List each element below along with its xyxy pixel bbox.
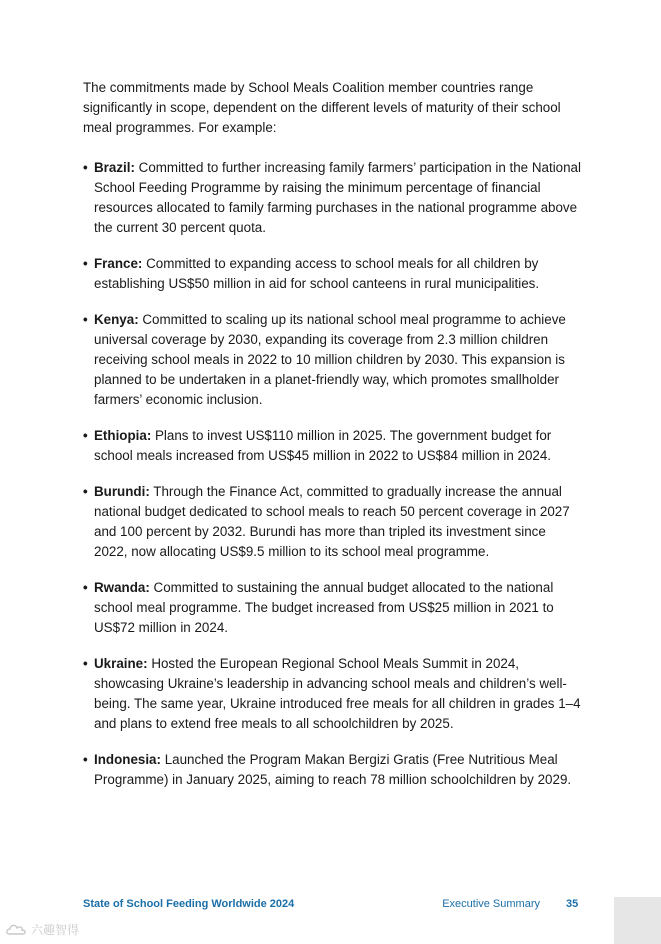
- bullet-dot: •: [83, 752, 88, 767]
- bullet-dot: •: [83, 160, 88, 175]
- country-name: Indonesia:: [94, 752, 161, 767]
- commitment-text: Committed to further increasing family farmers’ participation in the National School Feeding Programme by raising the minimum percentage of financial resources allocated to family farming purchases in the national programme above the current 30 percent quota.: [94, 160, 581, 235]
- commitment-text: Through the Finance Act, committed to gradually increase the annual national budget dedicated to school meals to reach 50 percent coverage in 2027 and 100 percent by 2032. Burundi has more than tripled its investment since 2022, now allocating US$9.5 million to its school meal programme.: [94, 484, 570, 559]
- country-name: Burundi:: [94, 484, 150, 499]
- bullet-dot: •: [83, 484, 88, 499]
- commitment-text: Committed to sustaining the annual budget allocated to the national school meal programme. The budget increased from US$25 million in 2021 to US$72 million in 2024.: [94, 580, 554, 635]
- bullet-dot: •: [83, 656, 88, 671]
- watermark: [6, 921, 79, 939]
- list-item: [83, 750, 583, 790]
- page-footer: [0, 896, 661, 912]
- country-name: Ukraine:: [94, 656, 148, 671]
- intro-paragraph: The commitments made by School Meals Coalition member countries range significantly in scope, dependent on the different levels of maturity of their school meal programmes. For example:: [83, 80, 561, 135]
- country-name: France:: [94, 256, 143, 271]
- page-number: 35: [566, 898, 579, 910]
- bullet-dot: •: [83, 312, 88, 327]
- watermark-text: 六趣智得: [31, 923, 80, 937]
- list-item: [83, 426, 583, 466]
- footer-section-name: Executive Summary: [442, 898, 540, 910]
- commitments-list: [83, 158, 583, 806]
- footer-report-title: State of School Feeding Worldwide 2024: [83, 898, 295, 910]
- list-item: [83, 254, 583, 294]
- corner-tab: [614, 897, 661, 944]
- country-name: Kenya:: [94, 312, 139, 327]
- list-item: [83, 578, 583, 638]
- commitment-text: Launched the Program Makan Bergizi Gratis (Free Nutritious Meal Programme) in January 2025, aiming to reach 78 million schoolchildren by 2029.: [94, 752, 572, 787]
- commitment-text: Committed to scaling up its national school meal programme to achieve universal coverage by 2030, expanding its coverage from 2.3 million children receiving school meals in 2022 to 10 million children by 2030. This expansion is planned to be undertaken in a planet-friendly way, which promotes smallholder farmers’ economic inclusion.: [94, 312, 566, 407]
- country-name: Rwanda:: [94, 580, 150, 595]
- country-name: Ethiopia:: [94, 428, 152, 443]
- cloud-logo-icon: [6, 923, 28, 937]
- commitment-text: Hosted the European Regional School Meals Summit in 2024, showcasing Ukraine’s leadership in advancing school meals and children’s well-being. The same year, Ukraine introduced free meals for all children in grades 1–4 and plans to extend free meals to all schoolchildren by 2025.: [94, 656, 581, 731]
- country-name: Brazil:: [94, 160, 135, 175]
- list-item: [83, 158, 583, 238]
- bullet-dot: •: [83, 256, 88, 271]
- commitment-text: Committed to expanding access to school meals for all children by establishing US$50 million in aid for school canteens in rural municipalities.: [94, 256, 540, 291]
- list-item: [83, 310, 583, 410]
- commitment-text: Plans to invest US$110 million in 2025. The government budget for school meals increased from US$45 million in 2022 to US$84 million in 2024.: [94, 428, 552, 463]
- list-item: [83, 654, 583, 734]
- bullet-dot: •: [83, 428, 88, 443]
- bullet-dot: •: [83, 580, 88, 595]
- list-item: [83, 482, 583, 562]
